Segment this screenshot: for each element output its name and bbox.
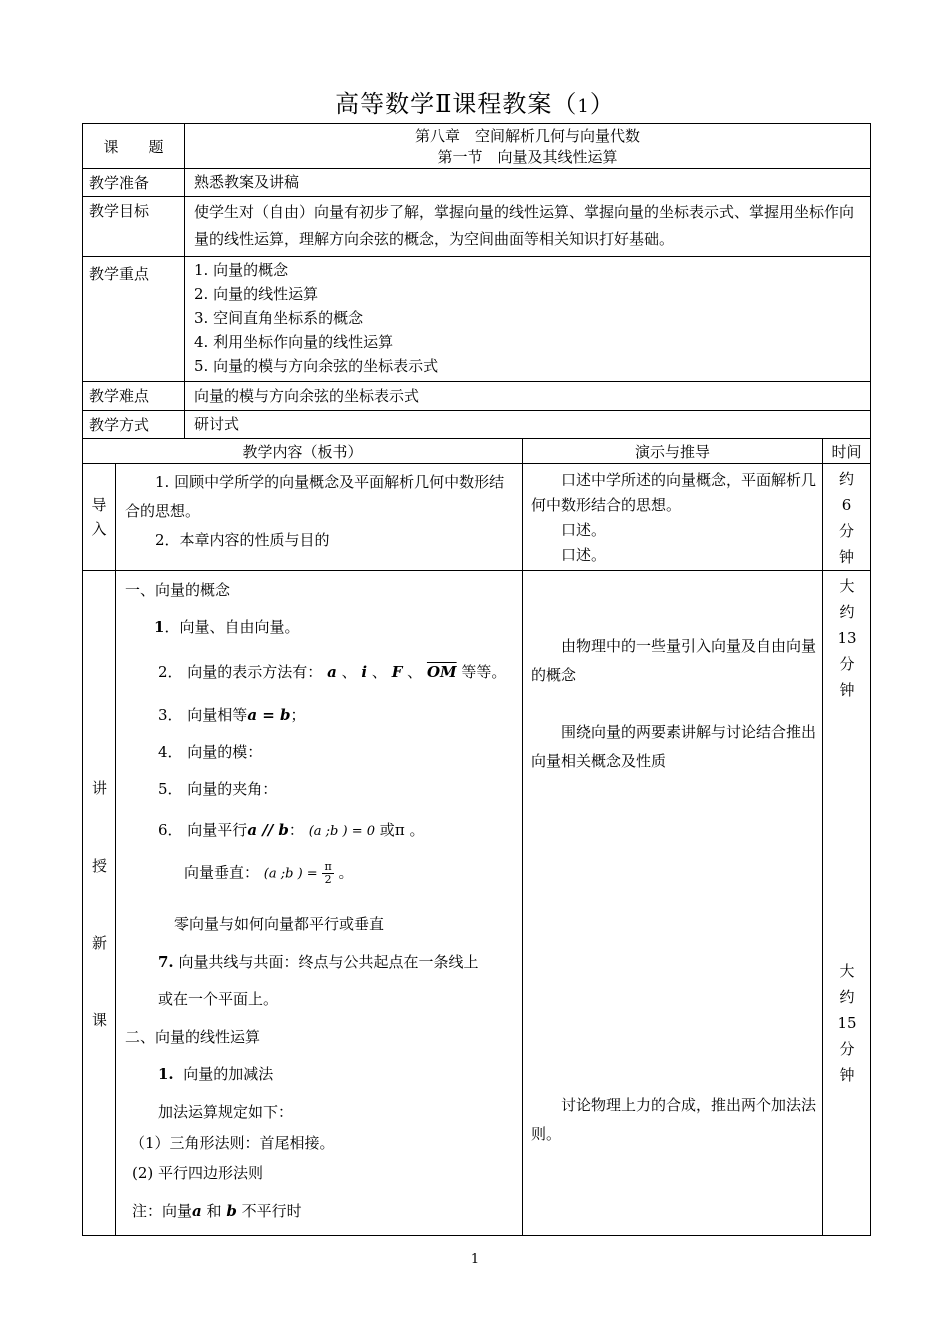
key-item: 4. 利用坐标作向量的线性运算 <box>194 333 394 351</box>
intro-side-label: 导 入 <box>83 464 116 571</box>
section-title: 第一节 向量及其线性运算 <box>437 148 618 166</box>
lecture-time <box>823 571 871 1236</box>
row-goal <box>83 197 871 257</box>
content-line: 向量垂直： (a ;b ) = $\frac{\pi}{2}$ 。 <box>184 860 354 886</box>
key-points <box>185 257 871 382</box>
row-difficulty <box>83 382 871 411</box>
lecture-demo <box>523 571 823 1236</box>
intro-demo-1: 口述中学所述的向量概念，平面解析几何中数形结合的思想。 <box>531 471 817 514</box>
key-item: 2. 向量的线性运算 <box>194 285 319 303</box>
topic-value <box>185 124 871 169</box>
key-item: 1. 向量的概念 <box>194 261 289 279</box>
section-heading: 二、向量的线性运算 <box>125 1028 261 1046</box>
header-demo: 演示与推导 <box>523 439 823 464</box>
method-value: 研讨式 <box>185 411 871 439</box>
content-line: 注：向量a 和 b 不平行时 <box>132 1202 302 1220</box>
label-topic: 课 题 <box>83 124 185 169</box>
content-line: 加法运算规定如下： <box>158 1103 294 1121</box>
intro-demo <box>523 464 823 571</box>
intro-time: 约 6 分 钟 <box>823 464 871 571</box>
header-time: 时间 <box>823 439 871 464</box>
row-key <box>83 257 871 382</box>
time-block-1: 大 约 13 分 钟 <box>837 577 857 699</box>
row-lecture <box>83 571 871 1236</box>
label-difficulty: 教学难点 <box>83 382 185 411</box>
row-intro <box>83 464 871 571</box>
content-line: 5． 向量的夹角： <box>158 780 278 798</box>
content-line: 7. 向量共线与共面：终点与公共起点在一条线上 <box>158 953 479 971</box>
intro-content <box>116 464 523 571</box>
lecture-content <box>116 571 523 1236</box>
goal-value: 使学生对（自由）向量有初步了解，掌握向量的线性运算、掌握向量的坐标表示式、掌握用坐标作向量的线性运算，理解方向余弦的概念，为空间曲面等相关知识打好基础。 <box>185 197 871 257</box>
label-method: 教学方式 <box>83 411 185 439</box>
row-topic <box>83 124 871 169</box>
intro-demo-2: 口述。 <box>561 521 607 539</box>
key-item: 3. 空间直角坐标系的概念 <box>194 309 364 327</box>
content-line: 4． 向量的模： <box>158 743 263 761</box>
content-line: （1）三角形法则：首尾相接。 <box>130 1134 335 1152</box>
content-line: (2) 平行四边形法则 <box>132 1164 264 1182</box>
content-line: 3． 向量相等a = b； <box>158 706 306 724</box>
chapter-title: 第八章 空间解析几何与向量代数 <box>415 127 641 145</box>
lecture-side-label: 讲 授 新 课 <box>83 571 116 1236</box>
content-line: 2． 向量的表示方法有： a 、 i 、 F 、 $\overline{OM}$ 等等。 <box>158 663 507 681</box>
row-method <box>83 411 871 439</box>
label-key: 教学重点 <box>83 257 185 382</box>
time-block-2: 大 约 15 分 钟 <box>837 962 857 1084</box>
prep-value: 熟悉教案及讲稿 <box>185 169 871 197</box>
lesson-plan-table <box>82 123 871 1236</box>
content-line: 1. 向量的加减法 <box>158 1065 274 1083</box>
demo-text: 围绕向量的两要素讲解与讨论结合推出向量相关概念及性质 <box>531 723 817 770</box>
label-goal: 教学目标 <box>83 197 185 257</box>
header-content: 教学内容（板书） <box>83 439 523 464</box>
content-line: 1．向量、自由向量。 <box>154 618 300 636</box>
key-item: 5. 向量的模与方向余弦的坐标表示式 <box>194 357 439 375</box>
pi-over-2: $\frac{\pi}{2}$ <box>324 860 332 886</box>
page-number: 1 <box>470 1252 480 1267</box>
row-headers <box>83 439 871 464</box>
difficulty-value: 向量的模与方向余弦的坐标表示式 <box>185 382 871 411</box>
section-heading: 一、向量的概念 <box>125 581 231 599</box>
intro-item-2: 2．本章内容的性质与目的 <box>155 531 330 549</box>
page-title: 高等数学Ⅱ课程教案（1） <box>335 90 615 118</box>
content-line: 6． 向量平行a // b： (a ;b ) = 0 或π 。 <box>158 821 425 839</box>
row-prep <box>83 169 871 197</box>
intro-demo-3: 口述。 <box>561 546 607 564</box>
content-line: 零向量与如何向量都平行或垂直 <box>174 915 385 933</box>
intro-item-1: 1. 回顾中学所学的向量概念及平面解析几何中数形结合的思想。 <box>125 473 505 520</box>
content-line: 或在一个平面上。 <box>158 990 279 1008</box>
demo-text: 讨论物理上力的合成，推出两个加法法则。 <box>531 1096 817 1143</box>
demo-text: 由物理中的一些量引入向量及自由向量的概念 <box>531 637 817 684</box>
label-prep: 教学准备 <box>83 169 185 197</box>
